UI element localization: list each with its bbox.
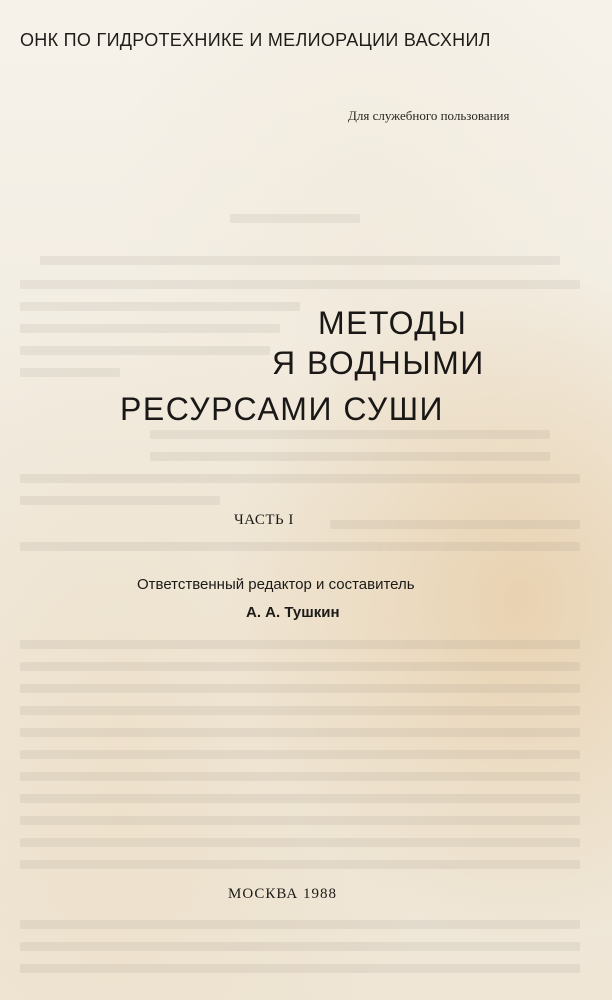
- imprint-city-year: МОСКВА 1988: [228, 886, 338, 902]
- editor-role: Ответственный редактор и составитель: [137, 576, 415, 593]
- organization-header: ОНК ПО ГИДРОТЕХНИКЕ И МЕЛИОРАЦИИ ВАСХНИЛ: [20, 30, 491, 50]
- title-line-2: Я ВОДНЫМИ: [272, 345, 485, 381]
- editor-name: А. А. Тушкин: [246, 604, 340, 621]
- restriction-note: Для служебного пользования: [348, 108, 510, 123]
- part-number: ЧАСТЬ I: [234, 512, 294, 528]
- title-line-1: МЕТОДЫ: [318, 305, 468, 341]
- title-line-3: РЕСУРСАМИ СУШИ: [120, 391, 445, 427]
